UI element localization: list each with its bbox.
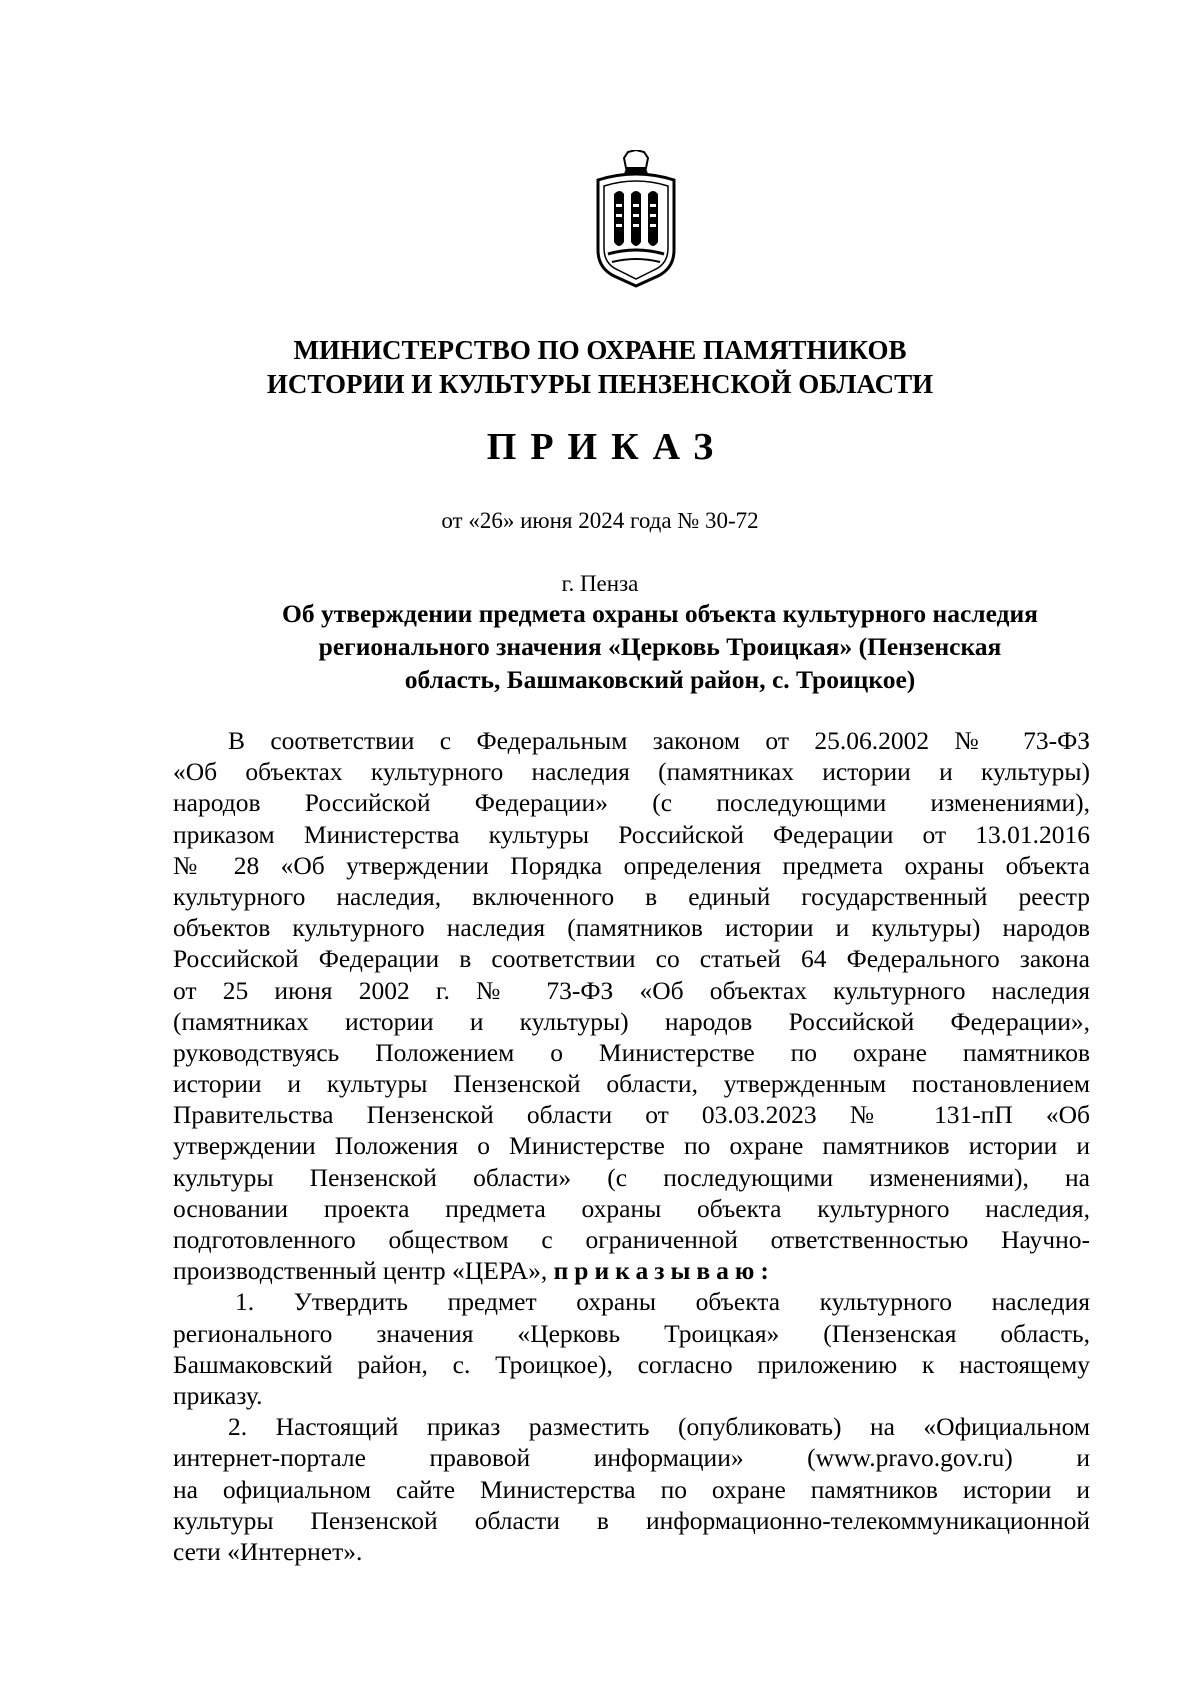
subject-line-3: область, Башмаковский район, с. Троицкое) (404, 665, 916, 694)
item-2-line: 2. Настоящий приказ разместить (опубликовать) на «Официальном (228, 1412, 1090, 1442)
preamble-line: руководствуясь Положением о Министерстве по охране памятников (173, 1037, 1090, 1067)
preamble-line-text: производственный центр «ЦЕРА», (173, 1256, 548, 1286)
preamble-line: культурного наследия, включенного в единый государственный реестр (173, 881, 1090, 911)
preamble-line: (памятниках истории и культуры) народов Российской Федерации», (173, 1006, 1090, 1036)
preamble-line: основании проекта предмета охраны объекта культурного наследия, (173, 1193, 1090, 1223)
subject-line-2: регионального значения «Церковь Троицкая» (Пензенская (318, 632, 1002, 661)
item-2-line: интернет-портале правовой информации» (www.pravo.gov.ru) и (173, 1443, 1090, 1473)
preamble-line: № 28 «Об утверждении Порядка определения предмета охраны объекта (173, 850, 1090, 880)
preamble-line: подготовленного обществом с ограниченной ответственностью Научно- (173, 1225, 1090, 1254)
preamble-line: приказом Министерства культуры Российской Федерации от 13.01.2016 (173, 819, 1090, 849)
preamble-line: объектов культурного наследия (памятников истории и культуры) народов (173, 913, 1090, 943)
subject-line-1: Об утверждении предмета охраны объекта культурного наследия (282, 599, 1038, 628)
item-2-line: культуры Пензенской области в информационно-телекоммуникационной (173, 1505, 1090, 1535)
item-1-line: Башмаковский район, с. Троицкое), согласно приложению к настоящему (173, 1349, 1090, 1379)
document-date-number: от «26» июня 2024 года № 30-72 (441, 508, 759, 533)
preamble-line: культуры Пензенской области» (с последующими изменениями), на (173, 1162, 1090, 1192)
item-1-line: регионального значения «Церковь Троицкая» (Пензенская область, (173, 1318, 1090, 1348)
preamble-line: Российской Федерации в соответствии со статьей 64 Федерального закона (173, 944, 1090, 974)
document-type-title: ПРИКАЗ (486, 426, 728, 468)
city-name: г. Пенза (561, 571, 639, 596)
preamble-line: утверждении Положения о Министерстве по охране памятников истории и (173, 1131, 1090, 1161)
preamble-line: от 25 июня 2002 г. № 73-ФЗ «Об объектах культурного наследия (173, 975, 1090, 1005)
preamble-final-line (173, 1255, 1090, 1286)
coat-of-arms-icon (588, 150, 684, 288)
ministry-name-line-1: МИНИСТЕРСТВО ПО ОХРАНЕ ПАМЯТНИКОВ (293, 335, 907, 365)
item-1-line: 1. Утвердить предмет охраны объекта культурного наследия (235, 1287, 1090, 1317)
order-word: приказываю: (553, 1256, 775, 1286)
document-body (173, 725, 1090, 1567)
item-2-line: на официальном сайте Министерства по охране памятников истории и (173, 1474, 1090, 1504)
item-2-line: сети «Интернет». (173, 1536, 363, 1566)
item-1-line: приказу. (173, 1380, 263, 1410)
preamble-line: Правительства Пензенской области от 03.03.2023 № 131-пП «Об (173, 1100, 1090, 1130)
preamble-line: В соответствии с Федеральным законом от 25.06.2002 № 73-ФЗ (228, 726, 1090, 755)
preamble-line: истории и культуры Пензенской области, утвержденным постановлением (173, 1069, 1090, 1099)
preamble-line: «Об объектах культурного наследия (памятниках истории и культуры) (173, 757, 1090, 787)
ministry-name-line-2: ИСТОРИИ И КУЛЬТУРЫ ПЕНЗЕНСКОЙ ОБЛАСТИ (266, 369, 934, 399)
preamble-line: народов Российской Федерации» (с последующими изменениями), (173, 788, 1090, 818)
